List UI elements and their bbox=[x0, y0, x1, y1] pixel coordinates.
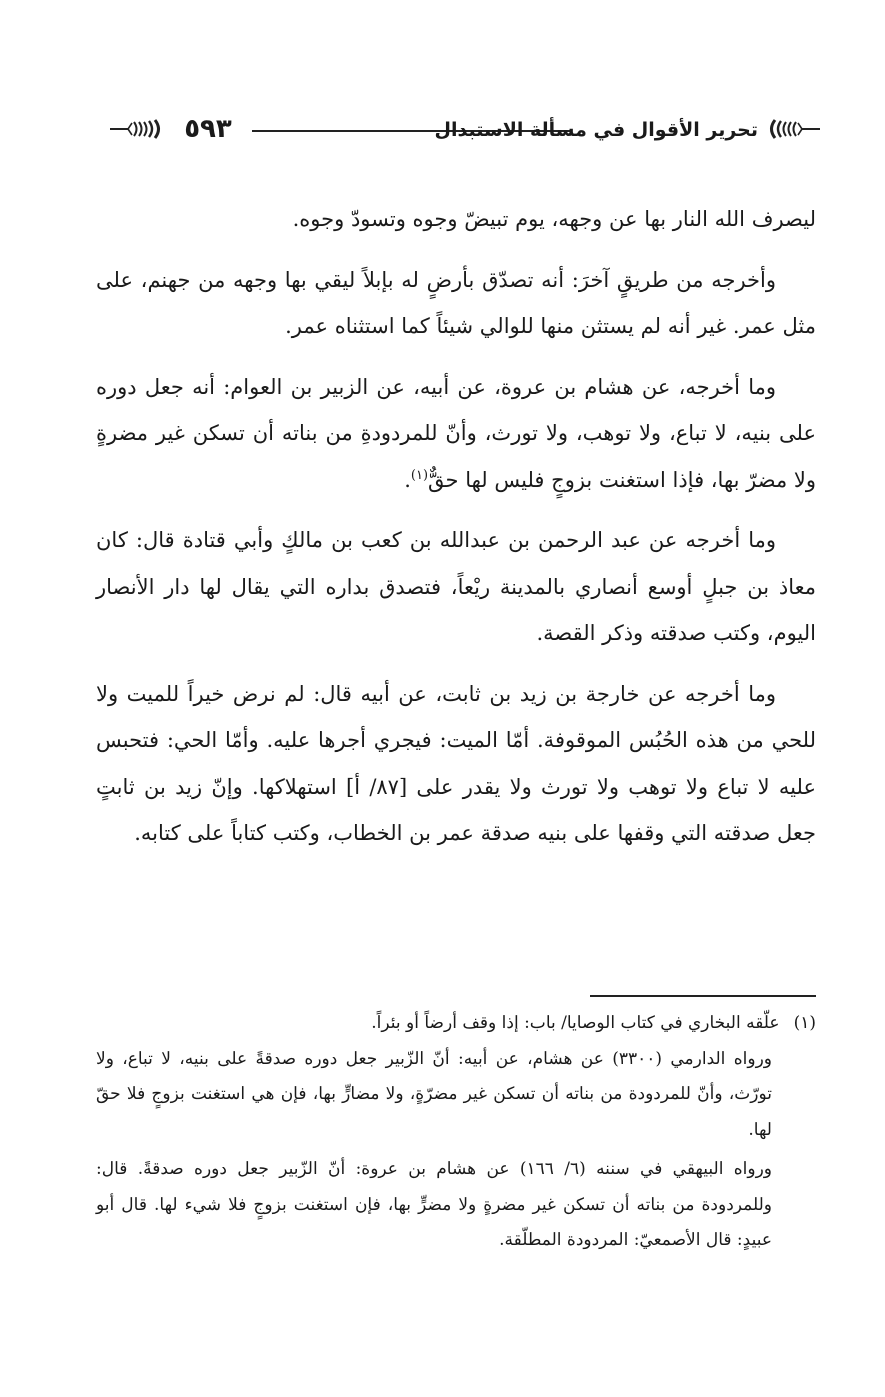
paragraph-5: وما أخرجه عن خارجة بن زيد بن ثابت، عن أبيه قال: لم نرض خيراً للميت ولا للحي من هذه الحُبُس الموقوفة. أمّا الميت: فيجري أجرها عليه. وأمّا الحي: فتحبس عليه لا تباع ولا توهب ولا تورث ولا يقدر على [٨٧/ أ] استهلاكها. وإنّ زيد بن ثابتٍ جعل صدقته التي وقفها على بنيه صدقة عمر بن الخطاب، وكتب كتاباً على كتابه. bbox=[96, 681, 816, 845]
main-text bbox=[96, 196, 816, 871]
footnote-number: (١) bbox=[793, 1013, 816, 1033]
running-title: تحرير الأقوال في مسألة الاستبدال bbox=[434, 119, 758, 141]
footnote-1-text: علّقه البخاري في كتاب الوصايا/ باب: إذا وقف أرضاً أو بئراً. bbox=[371, 1013, 780, 1033]
paragraph-4: وما أخرجه عن عبد الرحمن بن عبدالله بن كعب بن مالكٍ وأبي قتادة قال: كان معاذ بن جبلٍ أوسع أنصاري بالمدينة ريْعاً، فتصدق بداره التي يقال لها دار الأنصار اليوم، وكتب صدقته وذكر القصة. bbox=[96, 528, 816, 645]
footnote-1 bbox=[96, 1006, 816, 1042]
footnotes bbox=[96, 1006, 816, 1259]
right-header-ornament-icon bbox=[762, 119, 820, 139]
paragraph-2: وأخرجه من طريقٍ آخرَ: أنه تصدّق بأرضٍ له بإبلاً ليقي بها وجهه من جهنم، على مثل عمر. غير أنه لم يستثن منها للوالي شيئاً كما استثناه عمر. bbox=[96, 267, 816, 338]
footnote-bayhaqi: ورواه البيهقي في سننه (٦/ ١٦٦) عن هشام بن عروة: أنّ الزّبير جعل دوره صدقةً. قال: وللمردودة من بناته أن تسكن غير مضرةٍ ولا مضرٍّ بها، فإن استغنت بزوجٍ فلا شيء لها. قال أبو عبيدٍ: قال الأصمعيّ: المردودة المطلّقة. bbox=[96, 1159, 773, 1250]
page-number: ٥٩٣ bbox=[184, 114, 232, 144]
paragraph-3-text: وما أخرجه، عن هشام بن عروة، عن أبيه، عن الزبير بن العوام: أنه جعل دوره على بنيه، لا تباع، ولا توهب، ولا تورث، وأنّ للمردودةِ من بناته أن تسكن غير مضرةٍ ولا مضرّ بها، فإذا استغنت بزوجٍ فليس لها حقٌّ bbox=[96, 374, 816, 492]
left-header-ornament-icon bbox=[110, 119, 168, 139]
running-header bbox=[100, 108, 820, 152]
paragraph-3: وما أخرجه، عن هشام بن عروة، عن أبيه، عن الزبير بن العوام: أنه جعل دوره على بنيه، لا تباع، ولا توهب، ولا تورث، وأنّ للمردودةِ من بناته أن تسكن غير مضرةٍ ولا مضرّ بها، فإذا استغنت بزوجٍ فليس لها حقٌّ$^{(١)}$. bbox=[96, 374, 816, 492]
footnote-darimi: ورواه الدارمي (٣٣٠٠) عن هشام، عن أبيه: أنّ الزّبير جعل دوره صدقةً على بنيه، لا تباع، ولا تورّث، وأنّ للمردودة من بناته أن تسكن غير مضرّةٍ، ولا مضارٍّ بها، فإن هي استغنت بزوجٍ فلا حقّ لها. bbox=[96, 1048, 773, 1140]
footnote-marker[interactable]: (١) bbox=[410, 467, 429, 483]
footnote-separator bbox=[590, 995, 816, 997]
paragraph-1: ليصرف الله النار بها عن وجهه، يوم تبيضّ وجوه وتسودّ وجوه. bbox=[292, 207, 816, 231]
